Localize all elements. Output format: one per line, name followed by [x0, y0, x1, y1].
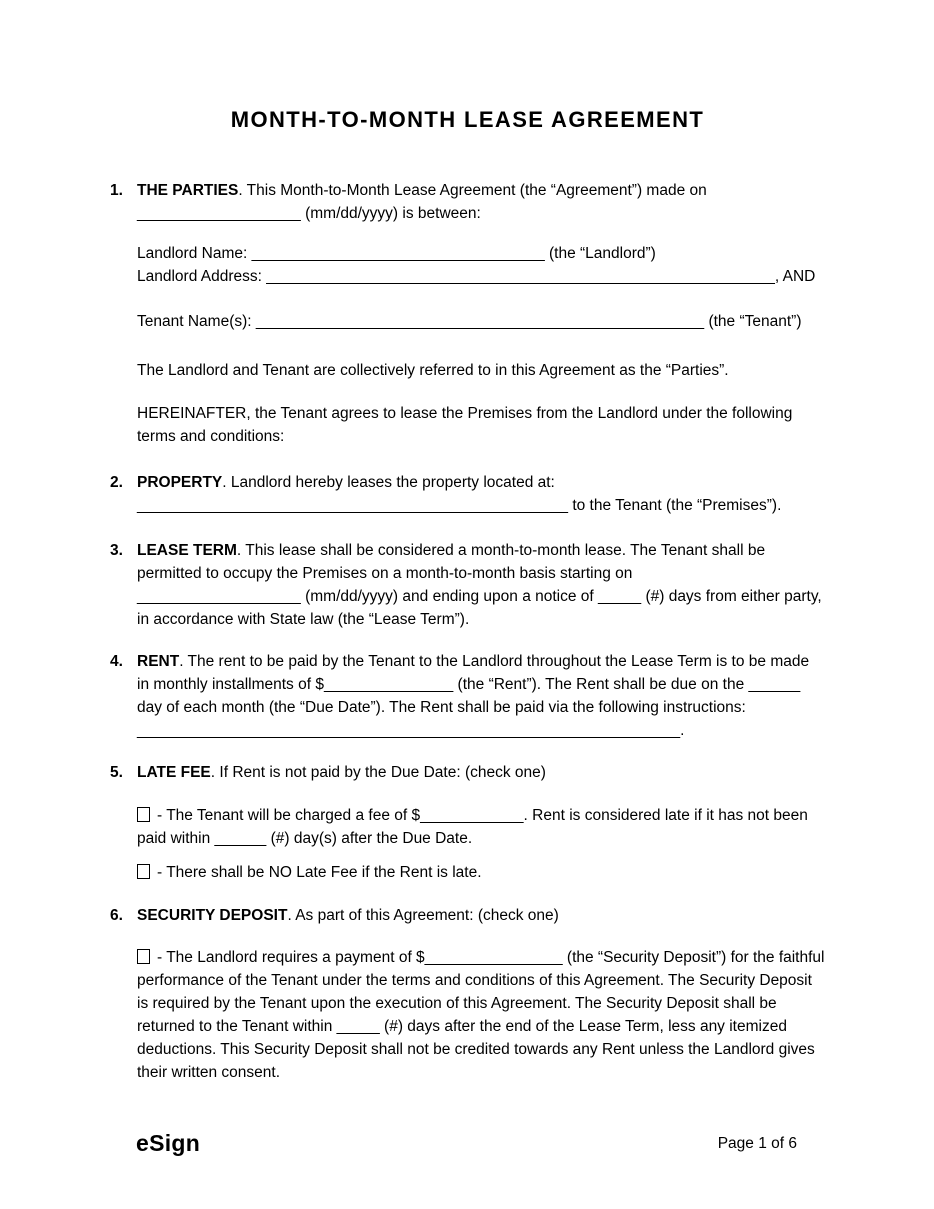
late-fee-charged-text: - The Tenant will be charged a fee of $____________. Rent is considered late if it has not been paid within ______ (#) day(s) after the Due Date.	[137, 807, 808, 847]
section-6-text: . As part of this Agreement: (check one)	[287, 907, 559, 924]
section-4-text: . The rent to be paid by the Tenant to the Landlord throughout the Lease Term is to be made in monthly installments of $_______________ (the “Rent”). The Rent shall be due on the ______ day of each month (the “Due Date”). The Rent shall be paid via the following instructions: _______________________________________________________________.	[137, 653, 810, 739]
section-5-late-fee	[110, 761, 825, 784]
section-1-text: . This Month-to-Month Lease Agreement (the “Agreement”) made on	[238, 182, 707, 199]
security-deposit-checkbox[interactable]	[137, 949, 150, 964]
section-2-heading: PROPERTY	[137, 474, 223, 491]
section-2-number: 2.	[110, 474, 123, 491]
hereinafter-clause-text: HEREINAFTER, the Tenant agrees to lease the Premises from the Landlord under the following terms and conditions:	[137, 405, 793, 445]
section-3-text: . This lease shall be considered a month-to-month lease. The Tenant shall be permitted to occupy the Premises on a month-to-month basis starting on	[137, 542, 766, 582]
section-3-heading: LEASE TERM	[137, 542, 237, 559]
parties-clause	[137, 359, 825, 382]
no-late-fee-text: - There shall be NO Late Fee if the Rent is late.	[157, 864, 482, 881]
section-4-rent	[110, 650, 825, 742]
lease-start-blank-line: ___________________ (mm/dd/yyyy) and ending upon a notice of _____ (#) days from either party, in accordance with State law (the “Lease Term”).	[137, 588, 822, 628]
section-5-number: 5.	[110, 764, 123, 781]
late-fee-charged-checkbox[interactable]	[137, 807, 150, 822]
landlord-name-line: Landlord Name: __________________________________ (the “Landlord”)	[137, 245, 656, 262]
section-6-number: 6.	[110, 907, 123, 924]
hereinafter-clause	[137, 402, 825, 448]
security-deposit-option	[137, 946, 825, 1084]
section-6-security-deposit	[110, 904, 825, 927]
section-4-heading: RENT	[137, 653, 180, 670]
page-footer	[136, 1132, 797, 1155]
no-late-fee-checkbox[interactable]	[137, 864, 150, 879]
section-1-number: 1.	[110, 182, 123, 199]
security-deposit-text: - The Landlord requires a payment of $________________ (the “Security Deposit”) for the faithful performance of the Tenant under the terms and conditions of this Agreement. The Security Deposit is required by the Tenant upon the execution of this Agreement. The Security Deposit shall be returned to the Tenant within _____ (#) days after the end of the Lease Term, less any itemized deductions. This Security Deposit shall not be credited towards any Rent unless the Landlord gives their written consent.	[137, 949, 825, 1081]
section-3-number: 3.	[110, 542, 123, 559]
section-2-text: . Landlord hereby leases the property located at:	[222, 474, 555, 491]
section-1-heading: THE PARTIES	[137, 182, 239, 199]
section-5-heading: LATE FEE	[137, 764, 211, 781]
esign-logo: eSign	[136, 1130, 201, 1156]
page-number: Page 1 of 6	[717, 1135, 797, 1152]
late-fee-option-charged	[137, 804, 825, 850]
section-2-property	[110, 471, 825, 517]
section-3-lease-term	[110, 539, 825, 631]
late-fee-option-none	[137, 861, 825, 884]
document-title: MONTH-TO-MONTH LEASE AGREEMENT	[230, 107, 705, 132]
section-4-number: 4.	[110, 653, 123, 670]
section-5-text: . If Rent is not paid by the Due Date: (check one)	[210, 764, 546, 781]
section-1-parties	[110, 179, 825, 225]
landlord-address-line: Landlord Address: ___________________________________________________________, AND	[137, 268, 816, 285]
parties-clause-text: The Landlord and Tenant are collectively referred to in this Agreement as the “Parties”.	[137, 362, 729, 379]
property-address-blank-line: __________________________________________________ to the Tenant (the “Premises”).	[137, 497, 782, 514]
section-6-heading: SECURITY DEPOSIT	[137, 907, 288, 924]
tenant-name-line	[137, 310, 825, 333]
date-blank-line: ___________________ (mm/dd/yyyy) is between:	[137, 205, 481, 222]
landlord-info-block	[137, 242, 825, 288]
tenant-name-text: Tenant Name(s): ____________________________________________________ (the “Tenant”)	[137, 313, 802, 330]
